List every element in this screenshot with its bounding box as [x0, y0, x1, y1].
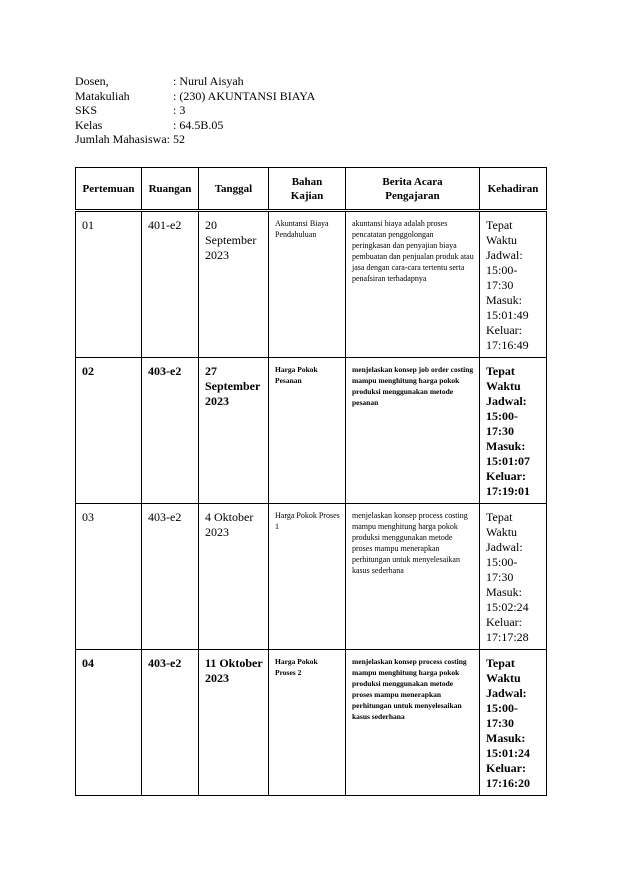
header-bahan-line2: Kajian [290, 189, 324, 202]
jumlah-row [75, 132, 315, 147]
jumlah-label: Jumlah Mahasiswa [75, 132, 167, 146]
check-in-value: 15:01:07 [486, 454, 530, 468]
topic: Harga Pokok Pesanan [269, 358, 346, 504]
teaching-report: menjelaskan konsep job order costing mampu menghitung harga pokok produksi menggunakan metode pesanan [346, 358, 480, 504]
attendance-table [75, 167, 547, 796]
table-row [76, 212, 547, 358]
date: 4 Oktober 2023 [199, 504, 269, 650]
schedule-label: Jadwal: [486, 394, 527, 408]
schedule-label: Jadwal: [486, 248, 523, 262]
header-berita-acara [346, 168, 480, 210]
dosen-row [75, 74, 315, 89]
check-out-label: Keluar: [486, 761, 526, 775]
kelas-value: : 64.5B.05 [173, 117, 224, 132]
attendance-status: Tepat Waktu [486, 656, 521, 685]
check-in-value: 15:01:49 [486, 308, 529, 322]
attendance-status: Tepat Waktu [486, 364, 521, 393]
header-tanggal: Tanggal [199, 168, 269, 210]
schedule-value: 15:00-17:30 [486, 555, 518, 584]
teaching-report: menjelaskan konsep process costing mampu menghitung harga pokok produksi menggunakan metode proses mampu menerapkan perhitungan untuk menyelesaikan kasus sederhana [346, 504, 480, 650]
teaching-report: akuntansi biaya adalah proses pencatatan penggolongan peringkasan dan penyajian biaya pembuatan dan penjualan produk atau jasa dengan cara-cara tertentu serta penafsiran terhadapnya [346, 212, 480, 358]
kelas-label: Kelas [75, 117, 103, 132]
room: 403-e2 [142, 650, 199, 796]
schedule-value: 15:00-17:30 [486, 263, 518, 292]
topic: Akuntansi Biaya Pendahuluan [269, 212, 346, 358]
check-out-value: 17:16:49 [486, 338, 529, 352]
header-bahan-line1: Bahan [291, 175, 323, 188]
jumlah-value: : 52 [166, 132, 185, 146]
sks-label: SKS [75, 103, 98, 117]
meeting-number: 01 [76, 212, 142, 358]
attendance [480, 504, 547, 650]
check-out-value: 17:17:28 [486, 630, 529, 644]
table-row [76, 504, 547, 650]
table-row [76, 650, 547, 796]
header-kehadiran: Kehadiran [480, 168, 547, 210]
check-in-label: Masuk: [486, 585, 522, 599]
meeting-number: 03 [76, 504, 142, 650]
document-header [75, 74, 315, 147]
check-out-label: Keluar: [486, 469, 526, 483]
check-out-value: 17:16:20 [486, 776, 530, 790]
room: 403-e2 [142, 358, 199, 504]
dosen-label: Dosen, [75, 74, 109, 88]
check-in-label: Masuk: [486, 439, 526, 453]
table-header-row [76, 168, 547, 210]
matakuliah-row [75, 89, 315, 104]
check-out-label: Keluar: [486, 615, 522, 629]
meeting-number: 04 [76, 650, 142, 796]
room: 401-e2 [142, 212, 199, 358]
schedule-label: Jadwal: [486, 686, 527, 700]
header-bahan-kajian [269, 168, 346, 210]
check-out-value: 17:19:01 [486, 484, 530, 498]
header-berita-line1: Berita Acara [382, 175, 443, 188]
table-row [76, 358, 547, 504]
attendance [480, 212, 547, 358]
sks-value: : 3 [173, 103, 186, 117]
attendance-status: Tepat Waktu [486, 218, 518, 247]
date: 27 September 2023 [199, 358, 269, 504]
schedule-value: 15:00-17:30 [486, 409, 518, 438]
matakuliah-label: Matakuliah [75, 88, 130, 103]
check-in-label: Masuk: [486, 731, 526, 745]
dosen-value: : Nurul Aisyah [173, 74, 244, 88]
schedule-value: 15:00-17:30 [486, 701, 518, 730]
topic: Harga Pokok Proses 1 [269, 504, 346, 650]
check-in-value: 15:01:24 [486, 746, 530, 760]
matakuliah-value: : (230) AKUNTANSI BIAYA [173, 88, 316, 103]
room: 403-e2 [142, 504, 199, 650]
header-ruangan: Ruangan [142, 168, 199, 210]
date: 11 Oktober 2023 [199, 650, 269, 796]
sks-row [75, 103, 315, 118]
check-out-label: Keluar: [486, 323, 522, 337]
date: 20 September 2023 [199, 212, 269, 358]
header-berita-line2: Pengajaran [385, 189, 440, 202]
teaching-report: menjelaskan konsep process costing mampu menghitung harga pokok produksi menggunakan metode proses mampu menerapkan perhitungan untuk menyelesaikan kasus sederhana [346, 650, 480, 796]
attendance [480, 650, 547, 796]
attendance [480, 358, 547, 504]
check-in-value: 15:02:24 [486, 600, 529, 614]
check-in-label: Masuk: [486, 293, 522, 307]
kelas-row [75, 118, 315, 133]
header-pertemuan: Pertemuan [76, 168, 142, 210]
topic: Harga Pokok Proses 2 [269, 650, 346, 796]
attendance-status: Tepat Waktu [486, 510, 518, 539]
meeting-number: 02 [76, 358, 142, 504]
schedule-label: Jadwal: [486, 540, 523, 554]
